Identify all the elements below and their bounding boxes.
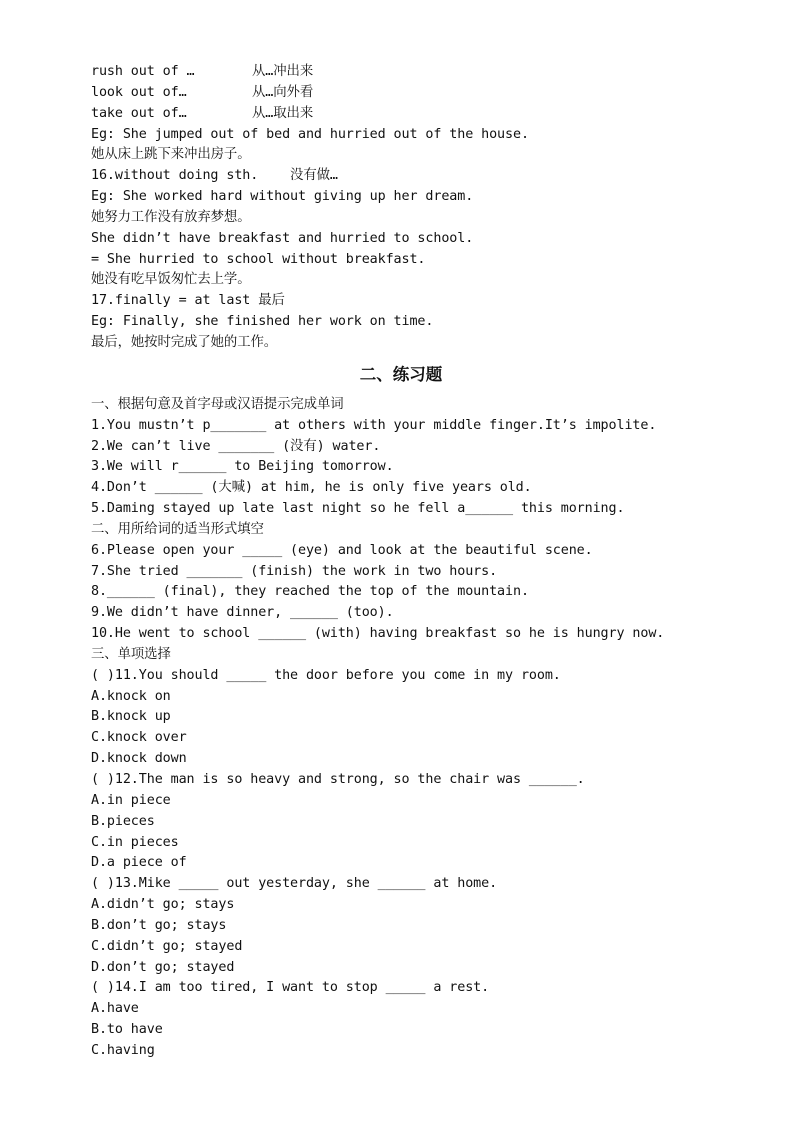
choice-option: C.knock over: [91, 730, 187, 746]
example-sentence: Eg: Finally, she finished her work on time.: [91, 314, 434, 330]
choice-option: C.having: [91, 1042, 155, 1058]
choice-option: B.knock up: [91, 709, 171, 725]
choice-option: B.don’t go; stays: [91, 917, 227, 933]
note-heading: 17.finally = at last 最后: [91, 293, 285, 309]
exercise-question: 1.You mustn’t p_______ at others with your middle finger.It’s impolite.: [91, 417, 657, 433]
exercise-question: 7.She tried _______ (finish) the work in two hours.: [91, 563, 498, 579]
exercise-question: 3.We will r______ to Beijing tomorrow.: [91, 459, 394, 475]
choice-question: ( )14.I am too tired, I want to stop _____ a rest.: [91, 980, 490, 996]
choice-option: B.pieces: [91, 813, 155, 829]
note-heading: 16.without doing sth. 没有做…: [91, 168, 338, 184]
exercise-question: 9.We didn’t have dinner, ______ (too).: [91, 605, 394, 621]
phrase-chinese: 从…取出来: [252, 105, 314, 121]
phrase-row: [91, 83, 711, 104]
phrase-row: [91, 62, 711, 83]
choice-option: C.in pieces: [91, 834, 179, 850]
choice-question: ( )13.Mike _____ out yesterday, she ______ at home.: [91, 876, 498, 892]
exercise-question: 2.We can’t live _______ (没有) water.: [91, 438, 381, 454]
phrase-chinese: 从…冲出来: [252, 64, 314, 79]
choice-option: D.don’t go; stayed: [91, 959, 235, 975]
exercise-question: 8.______ (final), they reached the top of the mountain.: [91, 584, 529, 600]
example-sentence: Eg: She jumped out of bed and hurried out of the house.: [91, 126, 529, 142]
choice-option: D.knock down: [91, 751, 187, 767]
exercise-question: 6.Please open your _____ (eye) and look at the beautiful scene.: [91, 542, 593, 558]
choice-option: D.a piece of: [91, 855, 187, 871]
example-translation: 她从床上跳下来冲出房子。: [91, 147, 251, 163]
exercise-question: 10.He went to school ______ (with) having breakfast so he is hungry now.: [91, 626, 665, 642]
exercise-part-heading: 一、根据句意及首字母或汉语提示完成单词: [91, 396, 344, 412]
example-sentence: Eg: She worked hard without giving up her dream.: [91, 189, 474, 205]
exercise-question: 4.Don’t ______ (大喊) at him, he is only five years old.: [91, 480, 532, 496]
choice-option: C.didn’t go; stayed: [91, 938, 243, 954]
phrase-row: [91, 104, 711, 125]
choice-question: ( )11.You should _____ the door before you come in my room.: [91, 667, 561, 683]
choice-option: A.have: [91, 1001, 139, 1017]
example-translation: 她努力工作没有放弃梦想。: [91, 209, 251, 225]
exercise-part-heading: 二、用所给词的适当形式填空: [91, 521, 264, 537]
phrase-english: look out of…: [91, 84, 187, 100]
exercise-question: 5.Daming stayed up late last night so he fell a______ this morning.: [91, 501, 625, 517]
document-page: [91, 62, 711, 1062]
exercise-part-heading: 三、单项选择: [91, 646, 171, 662]
phrase-chinese: 从…向外看: [252, 84, 314, 100]
section-title: 二、练习题: [359, 364, 443, 384]
choice-option: A.didn’t go; stays: [91, 897, 235, 913]
choice-option: A.in piece: [91, 792, 171, 808]
example-translation: 最后，她按时完成了她的工作。: [91, 334, 278, 350]
example-sentence: = She hurried to school without breakfast.: [91, 251, 426, 267]
choice-question: ( )12.The man is so heavy and strong, so the chair was ______.: [91, 772, 585, 787]
choice-option: A.knock on: [91, 688, 171, 704]
choice-option: B.to have: [91, 1022, 163, 1038]
example-sentence: She didn’t have breakfast and hurried to school.: [91, 230, 474, 246]
example-translation: 她没有吃早饭匆忙去上学。: [91, 272, 251, 288]
phrase-english: rush out of …: [91, 64, 195, 79]
phrase-english: take out of…: [91, 105, 187, 121]
